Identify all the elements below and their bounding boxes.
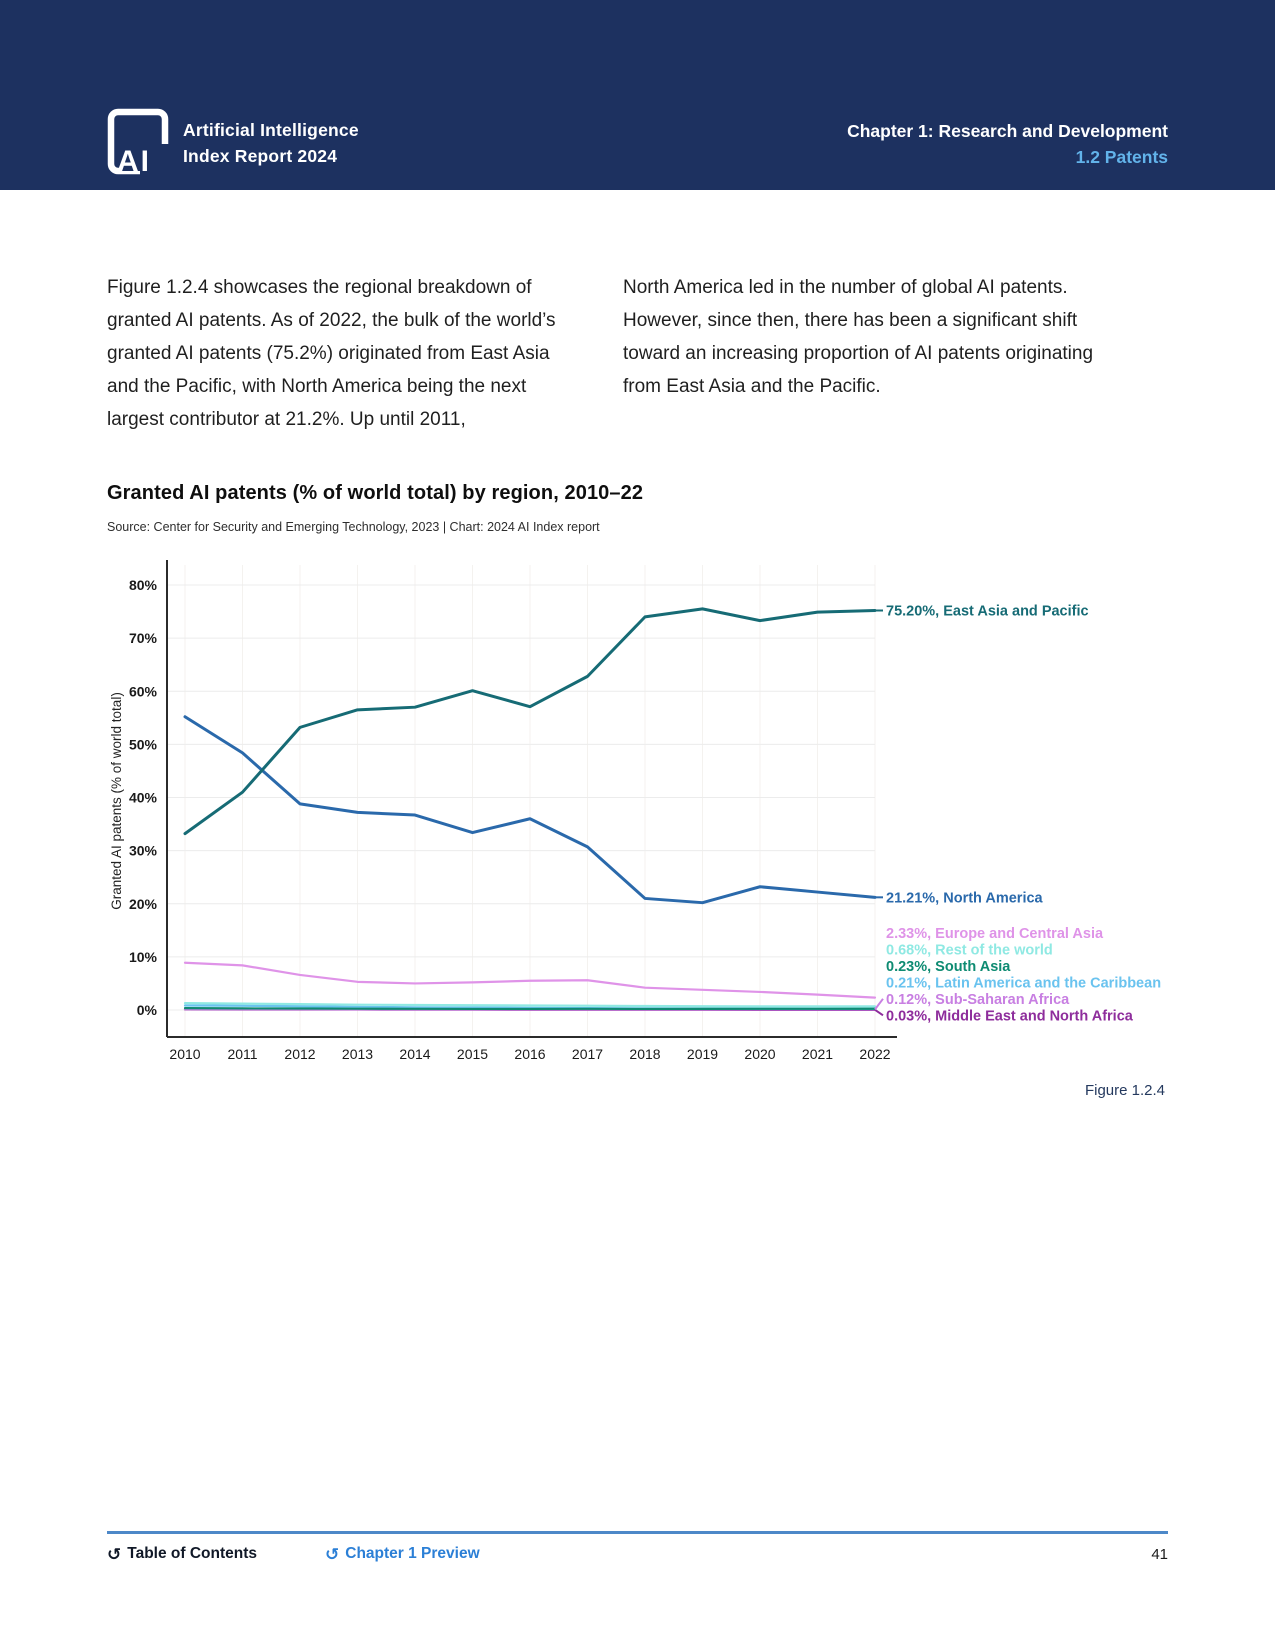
page-header [0, 0, 1275, 190]
svg-text:2.33%, Europe and Central Asia: 2.33%, Europe and Central Asia [886, 925, 1104, 942]
svg-text:2012: 2012 [284, 1046, 316, 1062]
svg-text:2016: 2016 [514, 1046, 546, 1062]
figure-caption: Figure 1.2.4 [1084, 1082, 1165, 1099]
intro-paragraph-right: North America led in the number of global AI patents. However, since then, there has been a significant shift toward an increasing proportion of AI patents originating from East Asia and the Pacific. [623, 277, 1094, 397]
svg-text:Granted AI patents (% of world: Granted AI patents (% of world total) [109, 692, 124, 910]
svg-text:2017: 2017 [571, 1046, 604, 1062]
section-title: 1.2 Patents [1075, 147, 1168, 167]
logo-text: AI [117, 145, 151, 178]
chapter-title: Chapter 1: Research and Development [847, 121, 1168, 141]
patents-line-chart [107, 545, 1168, 1065]
chart-area [107, 545, 1168, 1065]
svg-text:0.21%, Latin America and the C: 0.21%, Latin America and the Caribbean [886, 975, 1162, 992]
chapter-preview-label: Chapter 1 Preview [345, 1545, 480, 1562]
brand-line2: Index Report 2024 [183, 146, 338, 166]
svg-text:50%: 50% [128, 736, 157, 753]
svg-text:30%: 30% [128, 842, 157, 859]
svg-text:0%: 0% [136, 1002, 157, 1018]
svg-text:60%: 60% [128, 683, 157, 700]
footer-divider [107, 1531, 1168, 1534]
svg-text:0.03%, Middle East and North A: 0.03%, Middle East and North Africa [886, 1008, 1133, 1025]
svg-text:0.68%, Rest of the world: 0.68%, Rest of the world [886, 942, 1053, 959]
ai-index-logo-icon [107, 108, 169, 178]
intro-paragraph-left: Figure 1.2.4 showcases the regional breakdown of granted AI patents. As of 2022, the bulk of the world’s granted AI patents (75.2%) originated from East Asia and the Pacific, with North America being the next largest contributor at 21.2%. Up until 2011, [107, 277, 556, 430]
svg-text:2011: 2011 [227, 1046, 258, 1062]
chart-title: Granted AI patents (% of world total) by region, 2010–22 [107, 482, 644, 504]
header-right [847, 118, 1168, 170]
page-footer [107, 1545, 1168, 1563]
svg-text:70%: 70% [128, 630, 157, 647]
table-of-contents-link[interactable] [107, 1545, 257, 1563]
svg-text:2021: 2021 [801, 1046, 834, 1062]
svg-text:80%: 80% [128, 577, 157, 593]
brand-line1: Artificial Intelligence [183, 120, 359, 140]
svg-text:2020: 2020 [744, 1046, 776, 1062]
svg-text:2022: 2022 [859, 1046, 891, 1062]
svg-text:2018: 2018 [629, 1046, 661, 1062]
chart-source: Source: Center for Security and Emerging Technology, 2023 | Chart: 2024 AI Index report [107, 520, 600, 534]
svg-text:20%: 20% [128, 895, 157, 912]
page-number: 41 [1151, 1545, 1168, 1563]
brand-title [183, 117, 359, 169]
svg-text:2015: 2015 [456, 1046, 489, 1062]
svg-text:2010: 2010 [169, 1046, 201, 1062]
chapter-preview-link[interactable] [325, 1545, 480, 1563]
svg-text:40%: 40% [128, 789, 157, 806]
svg-text:2014: 2014 [399, 1046, 431, 1062]
brand [107, 108, 359, 178]
svg-text:75.20%, East Asia and Pacific: 75.20%, East Asia and Pacific [886, 603, 1089, 620]
undo-arrow-icon: ↺ [325, 1544, 340, 1564]
undo-arrow-icon: ↺ [107, 1544, 122, 1564]
svg-text:10%: 10% [128, 948, 157, 965]
svg-text:0.23%, South Asia: 0.23%, South Asia [886, 958, 1011, 975]
svg-text:21.21%, North America: 21.21%, North America [886, 890, 1043, 907]
svg-text:0.12%, Sub-Saharan Africa: 0.12%, Sub-Saharan Africa [886, 991, 1070, 1008]
table-of-contents-label: Table of Contents [127, 1545, 257, 1562]
svg-text:2019: 2019 [686, 1046, 719, 1062]
svg-text:2013: 2013 [341, 1046, 374, 1062]
